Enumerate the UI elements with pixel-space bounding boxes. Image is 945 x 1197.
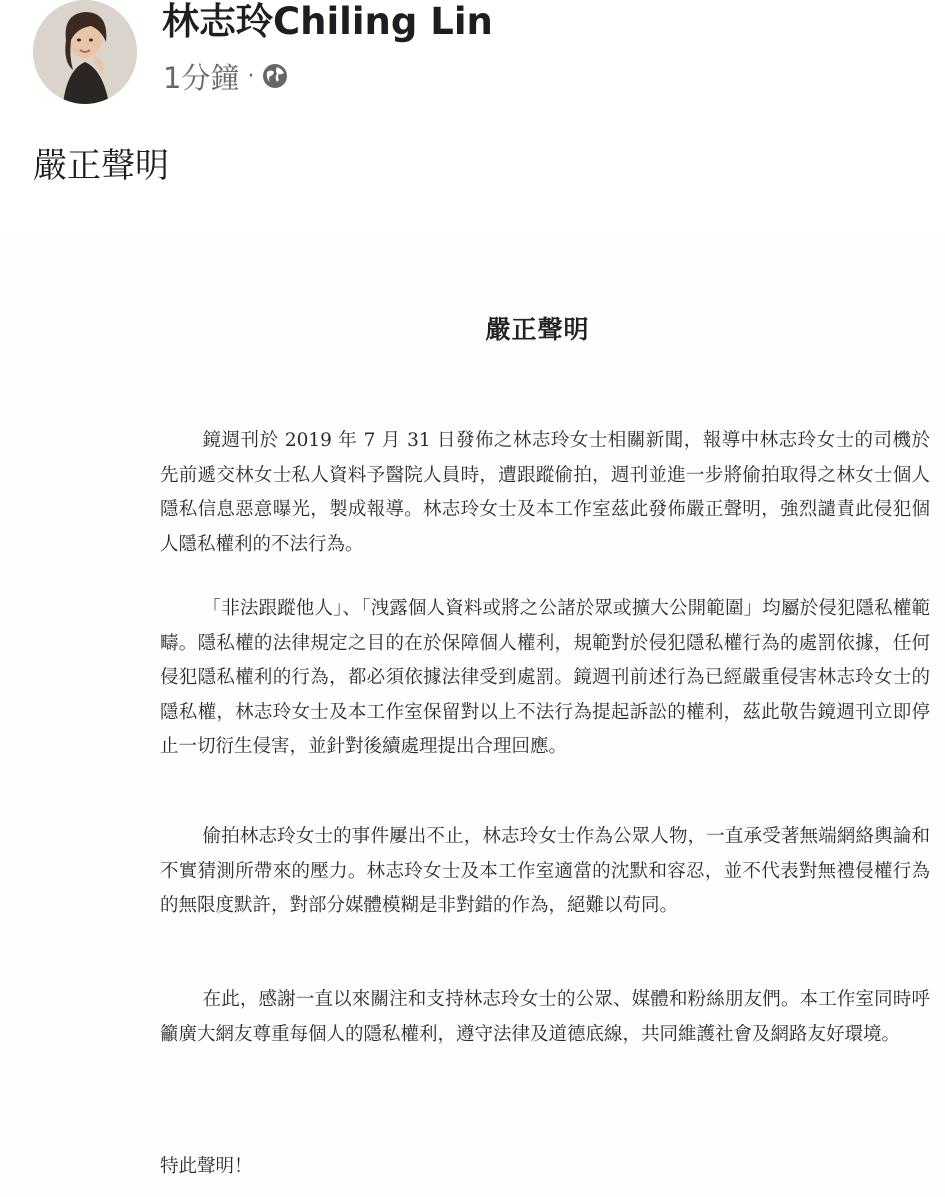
- statement-document-image[interactable]: [0, 230, 945, 1197]
- post-meta: [163, 58, 288, 94]
- document-paragraph: 在此，感謝一直以來關注和支持林志玲女士的公眾、媒體和粉絲朋友們。本工作室同時呼籲廣大網友尊重每個人的隱私權利，遵守法律及道德底線，共同維護社會及網路友好環境。: [160, 989, 930, 1045]
- document-title: 嚴正聲明: [485, 315, 590, 344]
- document-paragraph: 「非法跟蹤他人」、「洩露個人資料或將之公諸於眾或擴大公開範圍」均屬於侵犯隱私權範疇。隱私權的法律規定之目的在於保障個人權利，規範對於侵犯隱私權行為的處罰依據，任何侵犯隱私權利的行為，都必須依據法律受到處罰。鏡週刊前述行為已經嚴重侵害林志玲女士的隱私權，林志玲女士及本工作室保留對以上不法行為提起訴訟的權利，茲此敬告鏡週刊立即停止一切衍生侵害，並針對後續處理提出合理回應。: [160, 598, 930, 757]
- avatar-photo: [33, 0, 137, 104]
- document-paragraph: 偷拍林志玲女士的事件屢出不止，林志玲女士作為公眾人物，一直承受著無端網絡輿論和不實猜測所帶來的壓力。林志玲女士及本工作室適當的沈默和容忍，並不代表對無禮侵權行為的無限度默許，對部分媒體模糊是非對錯的作為，絕難以苟同。: [160, 826, 930, 916]
- document-closing: 特此聲明！: [160, 1156, 253, 1177]
- globe-icon[interactable]: [262, 63, 288, 89]
- post-text: 嚴正聲明: [33, 146, 169, 186]
- author-name[interactable]: 林志玲Chiling Lin: [162, 0, 493, 43]
- post-timestamp[interactable]: 1分鐘: [163, 60, 240, 95]
- meta-separator: ·: [247, 63, 255, 89]
- post-header: [0, 0, 945, 110]
- avatar[interactable]: [33, 0, 137, 104]
- document-paragraph: 鏡週刊於 2019 年 7 月 31 日發佈之林志玲女士相關新聞，報導中林志玲女士的司機於先前遞交林女士私人資料予醫院人員時，遭跟蹤偷拍，週刊並進一步將偷拍取得之林女士個人隱私信息惡意曝光，製成報導。林志玲女士及本工作室茲此發佈嚴正聲明，強烈譴責此侵犯個人隱私權利的不法行為。: [160, 430, 930, 555]
